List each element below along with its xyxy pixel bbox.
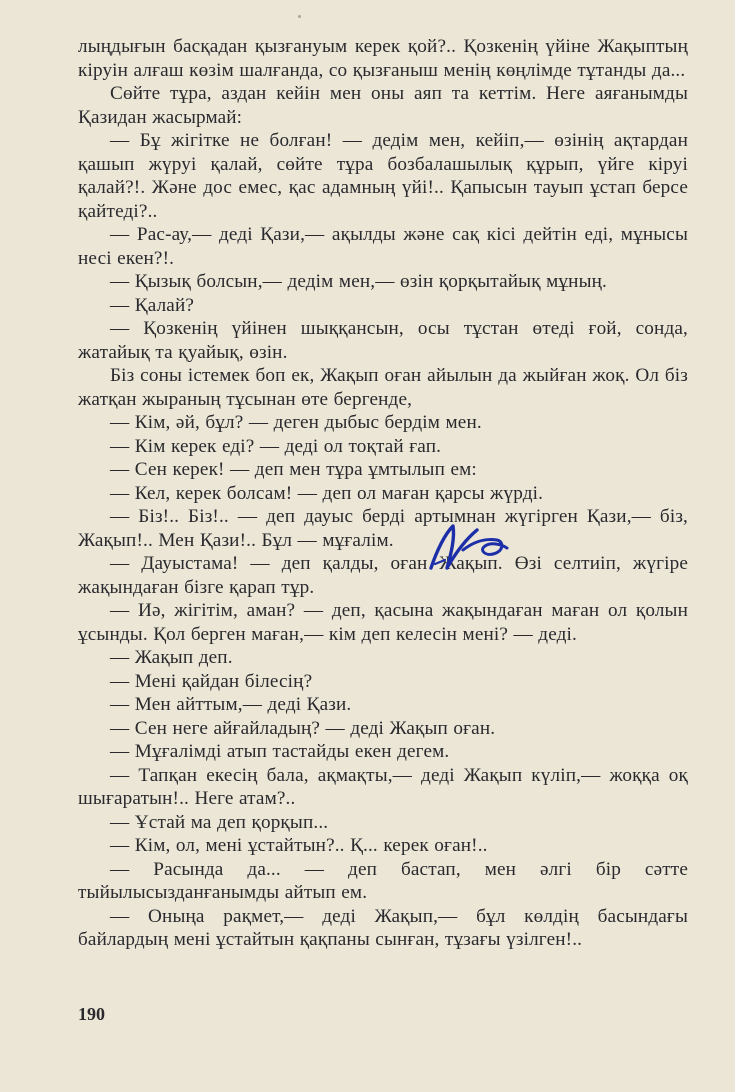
paragraph: — Кім, әй, бұл? — деген дыбыс бердім мен. xyxy=(110,412,482,433)
paragraph: — Сен керек! — деп мен тұра ұмтылып ем: xyxy=(110,459,477,480)
paragraph: — Ұстай ма деп қорқып... xyxy=(110,811,329,833)
paragraph: — Рас-ау,— деді Қази,— ақылды және сақ кісі дейтін еді, мұнысы несі екен?!. xyxy=(78,224,688,269)
paragraph: — Кел, керек болсам! — деп ол маған қарсы жүрді. xyxy=(110,482,544,504)
paragraph: — Иә, жігітім, аман? — деп, қасына жақындаған маған ол қолын ұсынды. Қол берген маған,— кім деп келесін мені? — деді. xyxy=(78,600,688,645)
page-number: 190 xyxy=(78,1004,105,1024)
paragraph: Сөйте тұра, аздан кейін мен оны аяп та кеттім. Неге аяғанымды Қазидан жасырмай: xyxy=(78,83,688,128)
body-text xyxy=(78,35,688,952)
paragraph: — Мені қайдан білесің? xyxy=(110,670,313,692)
paper-speck xyxy=(298,15,301,18)
paragraph: — Қызық болсын,— дедім мен,— өзін қорқытайық мұның. xyxy=(110,271,607,292)
paragraph: Біз соны істемек боп ек, Жақып оған айылын да жыйған жоқ. Ол біз жатқан жыраның тұсынан өте бергенде, xyxy=(78,365,688,410)
paragraph: — Қалай? xyxy=(110,294,195,316)
paragraph: — Сен неге айғайладың? — деді Жақып оған. xyxy=(110,717,496,739)
paragraph: — Кім керек еді? — деді ол тоқтай ғап. xyxy=(110,435,442,457)
paragraph: — Мұғалімді атып тастайды екен дегем. xyxy=(110,741,450,762)
paragraph: — Біз!.. Біз!.. — деп дауыс берді артымнан жүгірген Қази,— біз, Жақып!.. Мен Қази!.. Бұл — мұғалім. xyxy=(78,506,688,551)
paragraph: — Расында да... — деп бастап, мен әлгі бір сәтте тыйылысызданғанымды айтып ем. xyxy=(78,858,688,903)
paragraph: лыңдығын басқадан қызғануым керек қой?.. Қозкенің үйіне Жақыптың кіруін алғаш көзім шалғанда, со қызғаныш менің көңлімде тұтанды да... xyxy=(78,36,688,81)
paragraph: — Бұ жігітке не болған! — дедім мен, кейіп,— өзінің ақтардан қашып жүруі қалай, сөйте тұра бозбалашылық құрып, үйге кіруі қалай?!. Және дос емес, қас адамның үйі!.. Қапысын тауып ұстап берсе қайтеді?.. xyxy=(78,130,688,222)
paragraph: — Кім, ол, мені ұстайтын?.. Қ... керек оған!.. xyxy=(110,835,488,856)
paragraph: — Жақып деп. xyxy=(110,647,233,668)
paragraph: — Мен айттым,— деді Қази. xyxy=(110,694,352,715)
paragraph: — Тапқан екесің бала, ақмақты,— деді Жақып күліп,— жоққа оқ шығаратын!.. Неге атам?.. xyxy=(78,764,688,809)
paragraph: — Дауыстама! — деп қалды, оған Жақып. Өзі селтиіп, жүгіре жақындаған бізге қарап тұр. xyxy=(78,553,688,598)
paragraph: — Оныңа рақмет,— деді Жақып,— бұл көлдің басындағы байлардың мені ұстайтын қақпаны сынған, тұзағы үзілген!.. xyxy=(78,905,688,950)
paragraph: — Қозкенің үйінен шыққансын, осы тұстан өтеді ғой, сонда, жатайық та қуайық, өзін. xyxy=(78,318,688,363)
